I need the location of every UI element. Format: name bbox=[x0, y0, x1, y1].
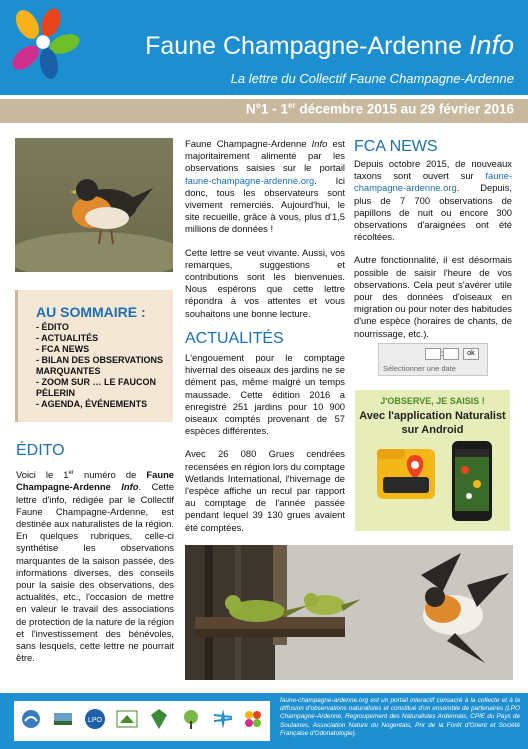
minute-field[interactable] bbox=[443, 348, 459, 360]
footer-bar bbox=[0, 693, 528, 749]
greenfinch-feeder-photo bbox=[185, 545, 513, 680]
lpo-logo-icon bbox=[84, 707, 106, 731]
summary-item: - ZOOM SUR … LE FAUCON PÈLERIN bbox=[36, 377, 156, 398]
nature-nogentais-logo-icon bbox=[148, 707, 170, 731]
summary-item: - AGENDA, ÉVÉNEMENTS bbox=[36, 399, 148, 409]
summary-item: - FCA NEWS bbox=[36, 344, 90, 354]
time-controls: : ok bbox=[425, 348, 479, 360]
summary-item: - ÉDITO bbox=[36, 322, 69, 332]
smartphone-icon bbox=[451, 440, 493, 522]
rna-logo-icon bbox=[20, 707, 42, 731]
actualites-heading: ACTUALITÉS bbox=[185, 330, 284, 347]
partner-logos bbox=[14, 701, 270, 741]
issue-bar bbox=[0, 99, 528, 123]
naturalist-app-ad bbox=[355, 390, 510, 531]
edito-text: Voici le 1er numéro de Faune Champagne-Ardenne Info. Cette lettre d'info, rédigée par le Collectif Faune Champagne-Ardenne, est destinée aux naturalistes de la région. En quelques rubriques, celle-ci synthétise les observations marquantes de la saison passée, des informations diverses, des conseils pour la saisie des observations, des actualités, etc., l'occasion de mettre en valeur le travail des associations de protection de la nature de la région et l'investissement des bénévoles, sans lesquels, cette lettre ne pourrait être. bbox=[16, 469, 175, 664]
svg-text:LPO: LPO bbox=[87, 717, 103, 724]
collectif-small-logo-icon bbox=[242, 707, 264, 731]
fca-news-text: Depuis octobre 2015, de nouveaux taxons sont ouvert sur faune-champagne-ardenne.org. Depuis, plus de 7 700 observations de papillons de nuit ou encore 300 observations d'araignées ont été récoltées. Autre fonctionnalité, il est désormais possible de saisir l'heure de vos observations. Cela peut s'avérer utile pour des données d'oiseaux en migration ou pour noter des habitudes d'une espèce (horaires de chants, de nourrissage, etc.). bbox=[354, 158, 512, 339]
hour-field[interactable] bbox=[425, 348, 441, 360]
portal-link[interactable]: faune-champagne-ardenne.org bbox=[185, 174, 315, 186]
issue-dates: N°1 - 1er décembre 2015 au 29 février 2016 bbox=[245, 101, 514, 117]
sfo-logo-icon bbox=[212, 707, 234, 731]
edito-heading: ÉDITO bbox=[16, 442, 65, 459]
newsletter-subtitle: La lettre du Collectif Faune Champagne-Ardenne bbox=[230, 71, 514, 86]
ok-button[interactable]: ok bbox=[463, 348, 478, 360]
footer-description: faune-champagne-ardenne.org est un portail interactif consacré à la collecte et à la diffusion d'observations naturalistes et constitué d'un ensemble de partenaires (LPO Champagne-Ardenne, Regroupement des Naturalistes Ardennais, CPIE du Pays de Soulaines, Association Nature du Nogentais, Pnr de la Forêt d'Orient et Société Française d'Odonatologie). bbox=[280, 697, 520, 737]
pays-soulaines-logo-icon bbox=[52, 707, 74, 731]
collectif-logo-icon bbox=[6, 4, 84, 84]
fca-news-heading: FCA NEWS bbox=[354, 138, 438, 155]
newsletter-title: Faune Champagne-Ardenne Info bbox=[145, 30, 514, 60]
date-select-hint: Sélectionner une date bbox=[383, 364, 456, 373]
summary-item: - BILAN DES OBSERVATIONS MARQUANTES bbox=[36, 355, 164, 376]
summary-title: AU SOMMAIRE : bbox=[36, 304, 146, 320]
naturalist-app-icon bbox=[375, 445, 437, 501]
ad-headline: Avec l'application Naturalist sur Android bbox=[359, 410, 506, 436]
agir-biodiversite-logo-icon bbox=[116, 707, 138, 731]
ad-tagline: J'OBSERVE, JE SAISIS ! bbox=[380, 396, 485, 406]
summary-list bbox=[36, 322, 165, 410]
date-picker-widget bbox=[378, 343, 488, 376]
portal-link[interactable]: faune-champagne-ardenne.org bbox=[354, 170, 512, 194]
summary-item: - ACTUALITÉS bbox=[36, 333, 99, 343]
intro-text: Faune Champagne-Ardenne Info est majoritairement alimenté par les observations saisies sur le portail faune-champagne-ardenne.org. Ici donc, tous les observateurs sont vivement remerciés. Aujourd'hui, le site recueille, grâce à vous, plus d'1,5 millions de données ! Cette lettre se veut vivante. Aussi, vos remarques, suggestions et contributions sont les bienvenues. Nous espérons que cette lettre répondra à vos attentes et vous souhaitons une bonne lecture. bbox=[185, 138, 345, 319]
summary-box bbox=[15, 290, 173, 422]
actualites-text: L'engouement pour le comptage hivernal des oiseaux des jardins ne se dément pas, même malgré un temps maussade. Cette édition 2016 a enregistré 251 jardins pour 10 900 oiseaux comptés provenant de 57 espèces différentes. Avec 26 080 Grues cendrées recensées en région lors du comptage Wetlands International, l'hivernage de l'espèce affiche un recul par rapport au comptage de l'année passée pendant lequel 39 130 grues avaient été comptées. bbox=[185, 352, 345, 533]
pnr-foret-orient-logo-icon bbox=[180, 707, 202, 731]
brambling-photo bbox=[15, 138, 173, 272]
header-banner bbox=[0, 0, 528, 95]
